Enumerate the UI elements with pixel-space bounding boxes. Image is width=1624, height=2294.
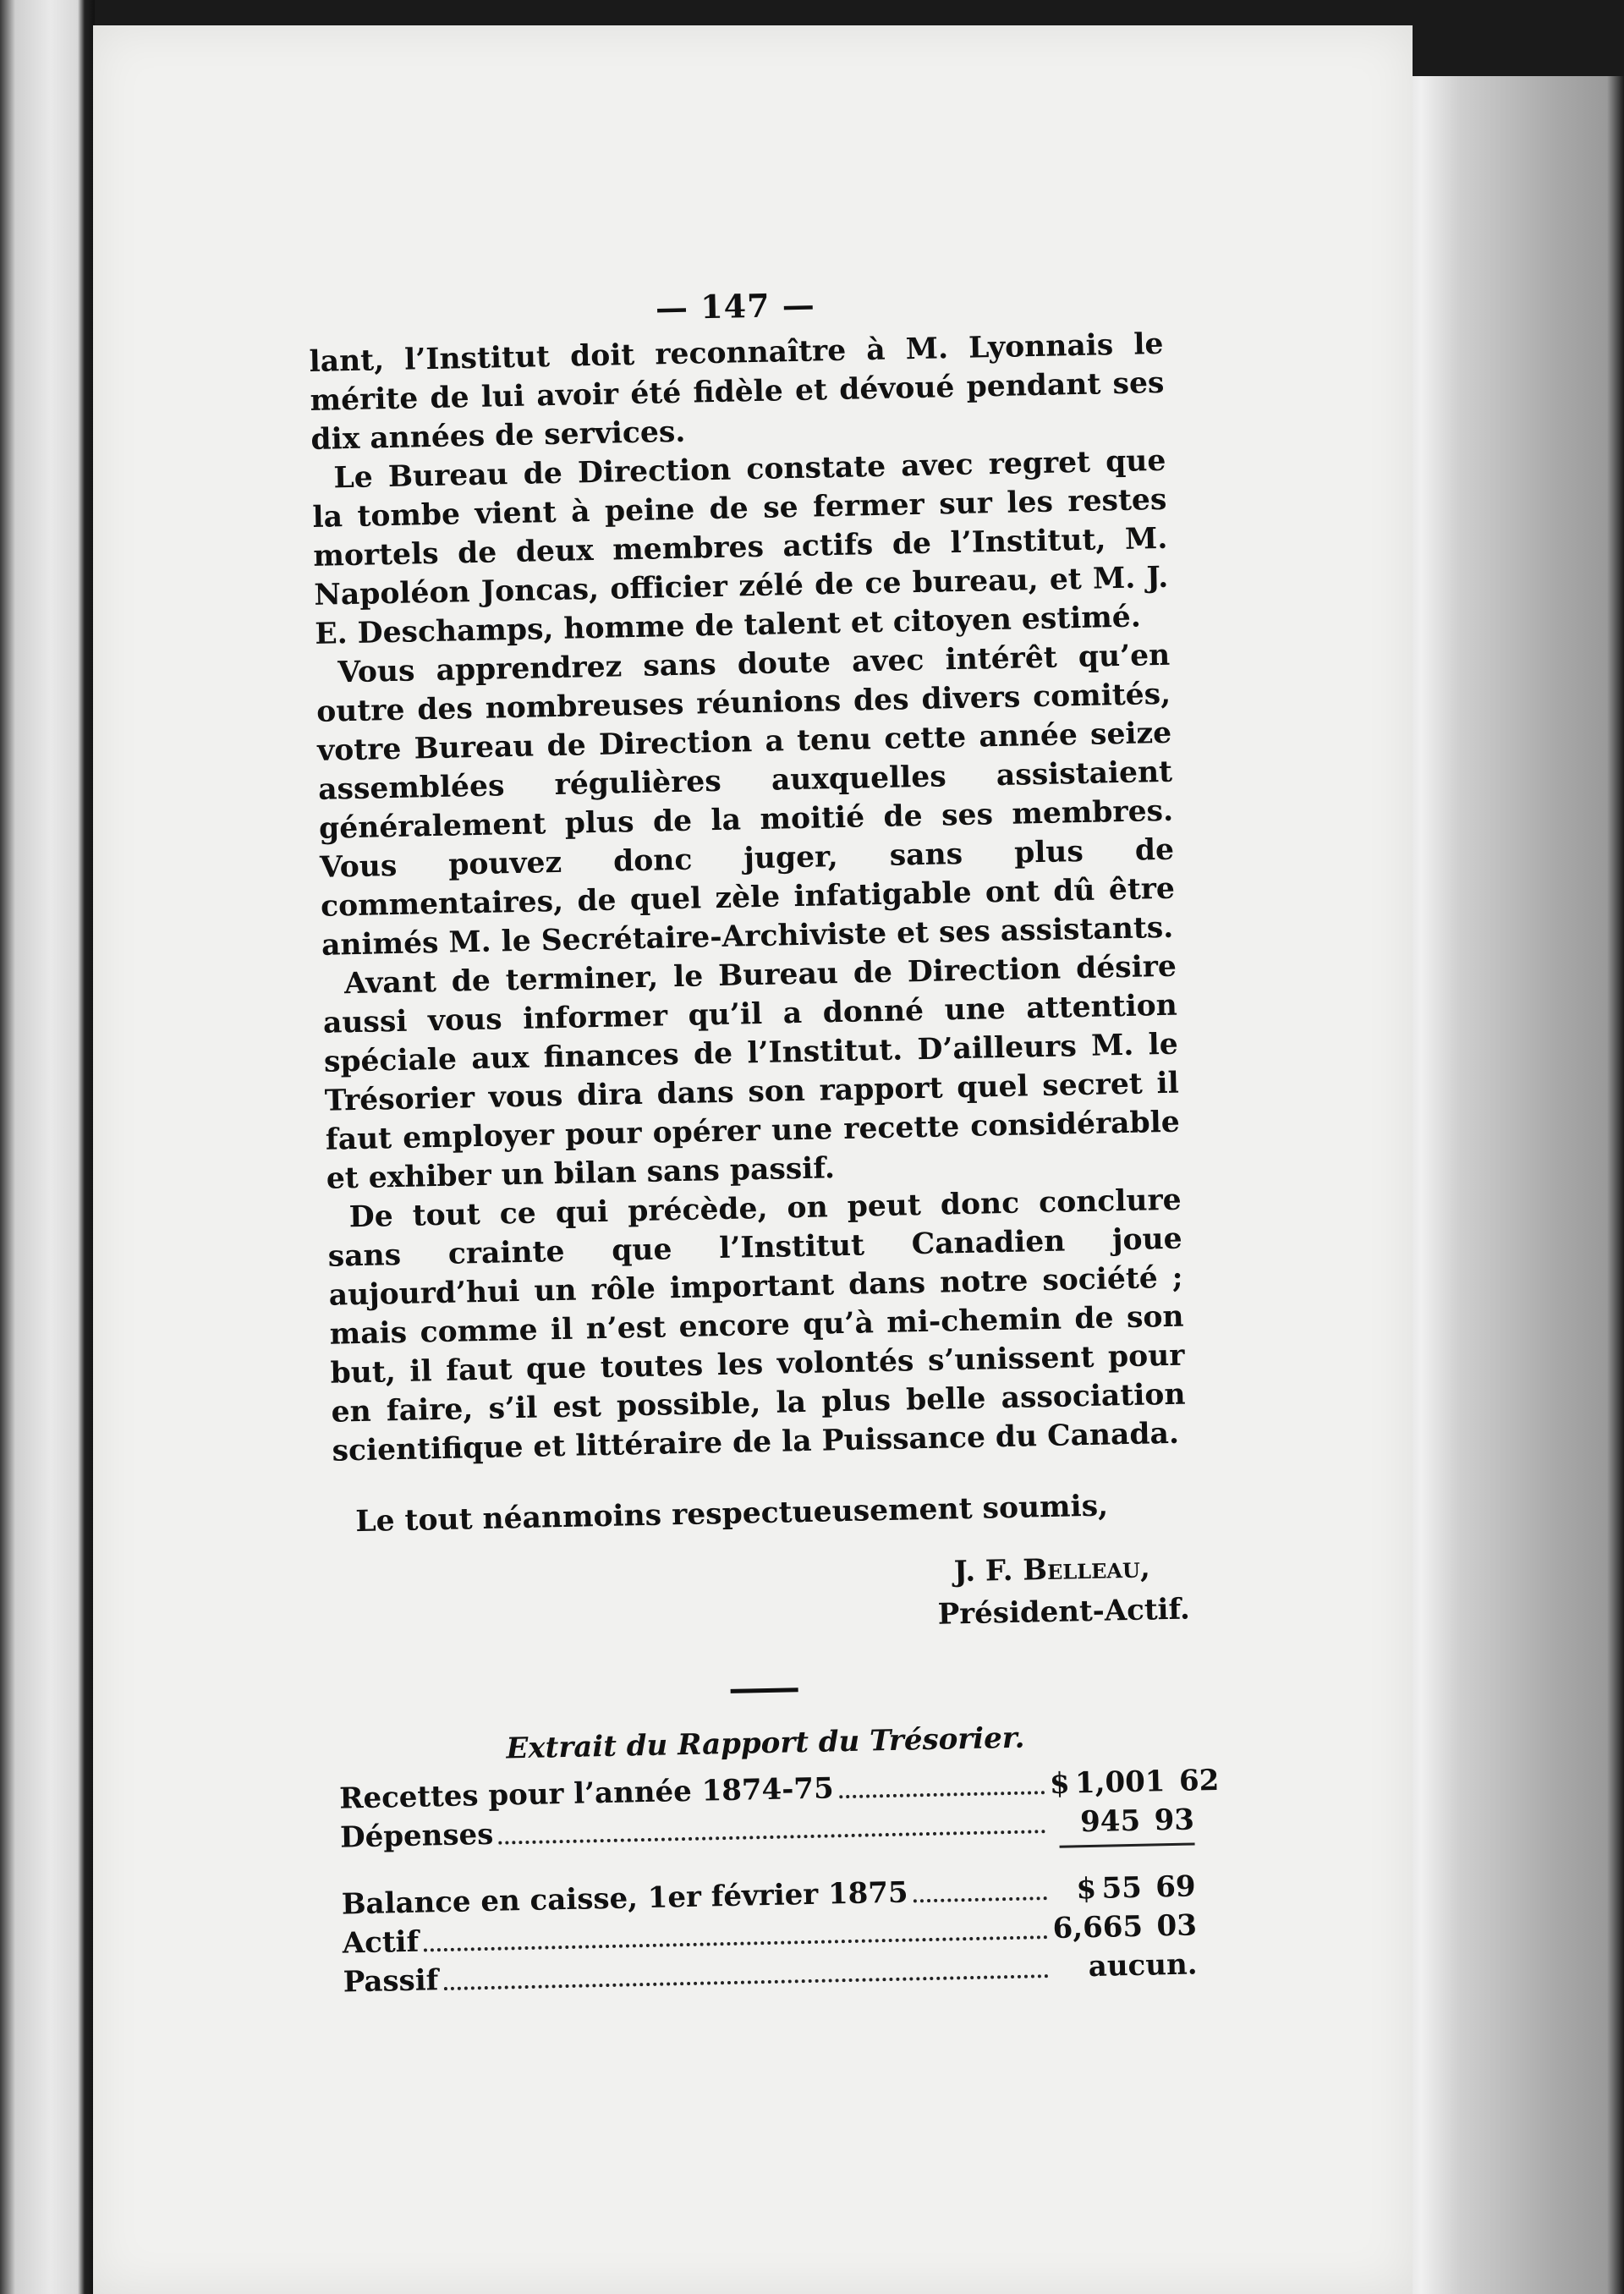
ledger-amount [1051,1867,1196,1909]
currency-sign: $ [1076,1871,1097,1907]
paragraph-5: De tout ce qui précède, on peut donc conclure sans crainte que l’Institut Canadien joue aujourd’hui un rôle important dans notre société ; mais comme il n’est encore qu’à mi-chemin de son but, il faut que toutes les volontés s’unissent pour en faire, s’il est possible, la plus belle association scientifique et littéraire de la Puissance du Canada. [327,1183,1186,1468]
signature-name: J. F. Belleau, [953,1550,1151,1589]
ledger-label: Recettes pour l’année 1874-75 [338,1771,835,1816]
page-stack-edge [1387,76,1624,2294]
extract-title: Extrait du Rapport du Trésorier. [506,1720,1025,1766]
ledger-amount [1049,1761,1220,1803]
amount-cents: 69 [1155,1869,1197,1905]
amount-whole: 6,665 [1052,1909,1144,1946]
book-page [93,25,1413,2294]
ledger-label: Actif [342,1924,420,1961]
section-divider [731,1688,798,1693]
dot-leader [914,1896,1047,1902]
amount-whole: 55 [1101,1870,1143,1906]
paragraph-4: Avant de terminer, le Bureau de Direction désire aussi vous informer qu’il a donné une attention spéciale aux finances de l’Institut. D’ailleurs M. le Trésorier vous dira dans son rapport quel secret il faut employer pour opérer une recette considérable et exhiber un bilan sans passif. [322,949,1181,1196]
paragraph-2: Le Bureau de Direction constate avec regret que la tombe vient à peine de se fermer sur les restes mortels de deux membres actifs de l’Institut, M. Napoléon Joncas, officier zélé de ce bureau, et M. J. E. Deschamps, homme de talent et citoyen estimé. [312,443,1169,651]
dot-leader [443,1974,1048,1990]
dot-leader [498,1830,1045,1845]
dot-leader [839,1791,1045,1798]
ledger-label: Balance en caisse, 1er février 1875 [341,1875,909,1922]
closing-line: Le tout néanmoins respectueusement soumis, [354,1489,1109,1539]
ledger-amount: aucun. [1088,1947,1198,1984]
treasurer-ledger [338,1761,1220,2001]
amount-whole: 1,001 [1074,1764,1166,1801]
currency-sign: $ [1049,1766,1071,1802]
signature-title: Président-Actif. [937,1592,1191,1632]
amount-cents: 03 [1156,1908,1198,1944]
ledger-label: Passif [343,1963,439,2000]
page-number: — 147 — [655,285,816,327]
left-page-edge [0,0,95,2294]
amount-cents: 62 [1178,1763,1220,1798]
page-content [308,278,1220,2002]
amount-whole: 945 [1079,1803,1141,1840]
ledger-amount [1052,1906,1197,1948]
ledger-amount [1051,1800,1195,1842]
paragraph-1: lant, l’Institut doit reconnaître à M. Lyonnais le mérite de lui avoir été fidèle et dévoué pendant ses dix années de services. [309,327,1165,457]
ledger-label: Dépenses [339,1817,494,1855]
signature-block [334,1546,1190,1649]
paragraph-3: Vous apprendrez sans doute avec intérêt qu’en outre des nombreuses réunions des divers comités, votre Bureau de Direction a tenu cette année seize assemblées régulières auxquelles assistaient généralement plus de la moitié de ses membres. Vous pouvez donc juger, sans plus de commentaires, de quel zèle infatigable ont dû être animés M. le Secrétaire-Archiviste et ses assistants. [315,638,1176,963]
amount-cents: 93 [1154,1803,1195,1838]
